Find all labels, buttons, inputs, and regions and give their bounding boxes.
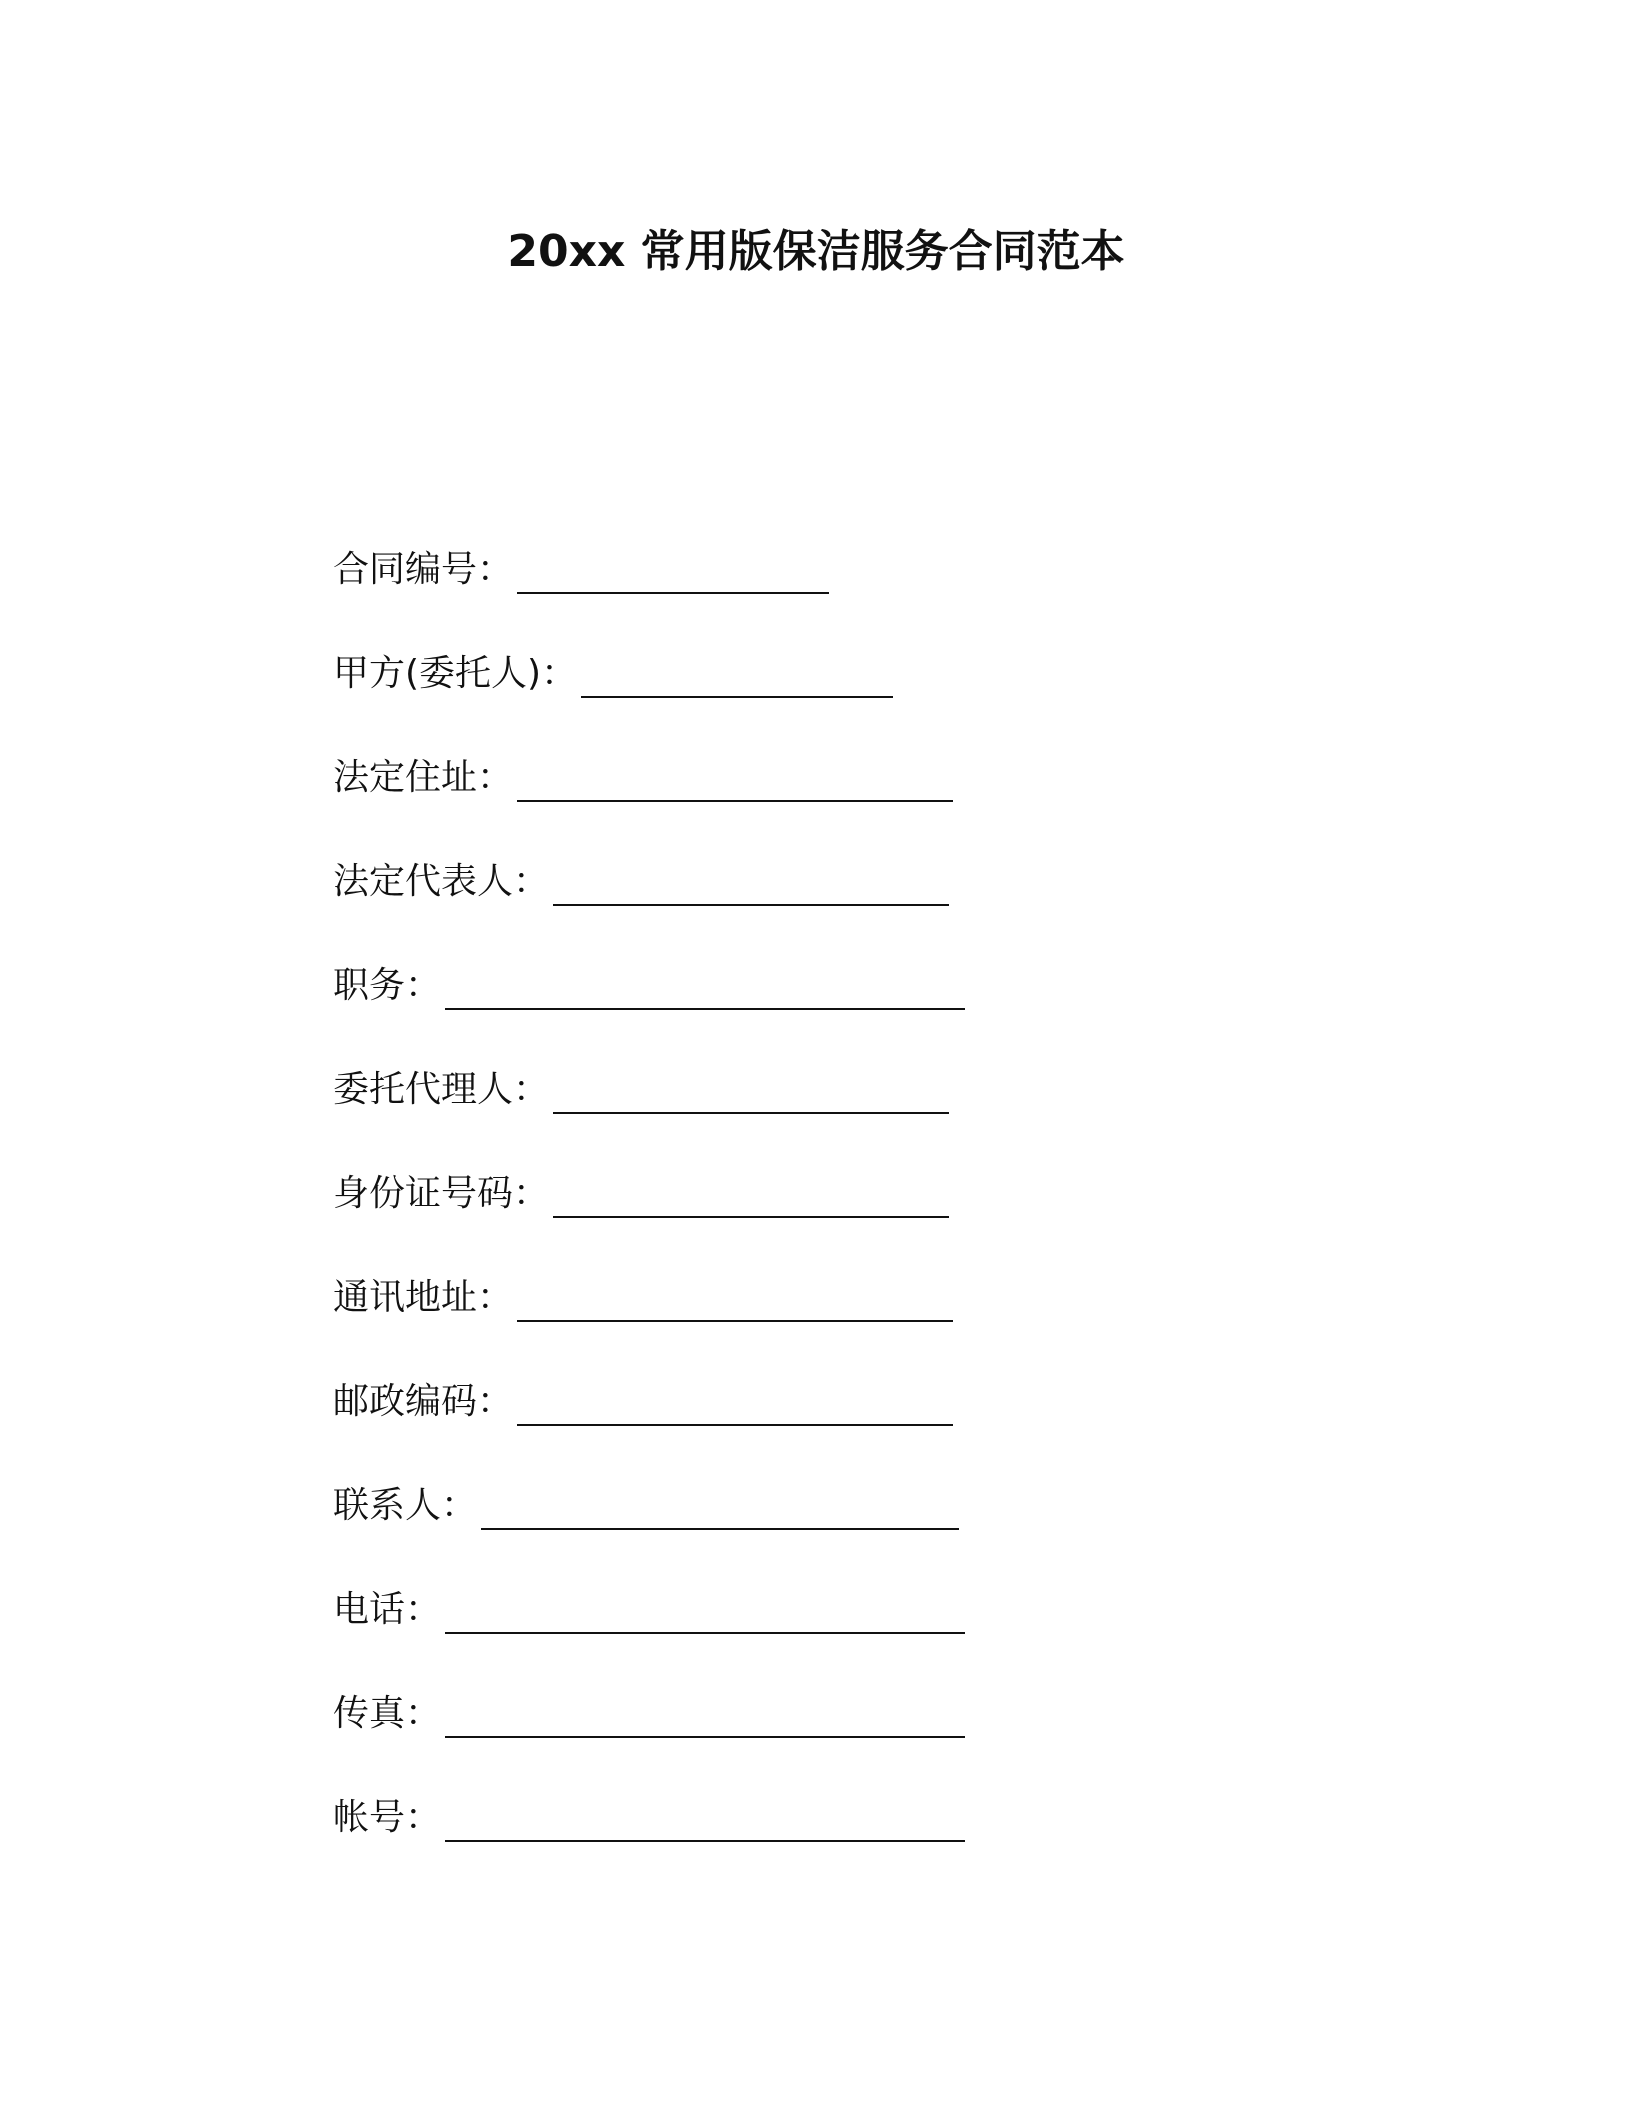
field-phone [333, 1530, 1333, 1634]
blank-line[interactable] [581, 658, 893, 698]
field-legal-representative [333, 802, 1333, 906]
field-contract-number [333, 490, 1333, 594]
field-label: 帐号： [333, 1797, 442, 1838]
blank-line[interactable] [553, 1074, 949, 1114]
field-account-number [333, 1738, 1333, 1842]
field-label: 甲方(委托人)： [333, 653, 578, 694]
field-agent [333, 1010, 1333, 1114]
field-contact-person [333, 1426, 1333, 1530]
blank-line[interactable] [481, 1490, 959, 1530]
blank-line[interactable] [445, 970, 965, 1010]
field-party-a [333, 594, 1333, 698]
field-label: 职务： [333, 965, 442, 1006]
field-label: 委托代理人： [333, 1069, 550, 1110]
field-label: 传真： [333, 1693, 442, 1734]
field-label: 联系人： [333, 1485, 478, 1526]
document-title: 20xx 常用版保洁服务合同范本 [507, 226, 1125, 277]
blank-line[interactable] [517, 762, 953, 802]
field-postal-code [333, 1322, 1333, 1426]
field-label: 法定住址： [333, 757, 514, 798]
blank-line[interactable] [445, 1594, 965, 1634]
field-label: 邮政编码： [333, 1381, 514, 1422]
field-label: 合同编号： [333, 549, 514, 590]
field-label: 法定代表人： [333, 861, 550, 902]
field-fax [333, 1634, 1333, 1738]
blank-line[interactable] [517, 554, 829, 594]
blank-line[interactable] [553, 1178, 949, 1218]
field-mailing-address [333, 1218, 1333, 1322]
field-label: 电话： [333, 1589, 442, 1630]
blank-line[interactable] [445, 1698, 965, 1738]
field-label: 通讯地址： [333, 1277, 514, 1318]
field-id-number [333, 1114, 1333, 1218]
blank-line[interactable] [517, 1386, 953, 1426]
field-position [333, 906, 1333, 1010]
field-legal-address [333, 698, 1333, 802]
contract-fields [333, 490, 1333, 1842]
blank-line[interactable] [517, 1282, 953, 1322]
blank-line[interactable] [445, 1802, 965, 1842]
blank-line[interactable] [553, 866, 949, 906]
field-label: 身份证号码： [333, 1173, 550, 1214]
